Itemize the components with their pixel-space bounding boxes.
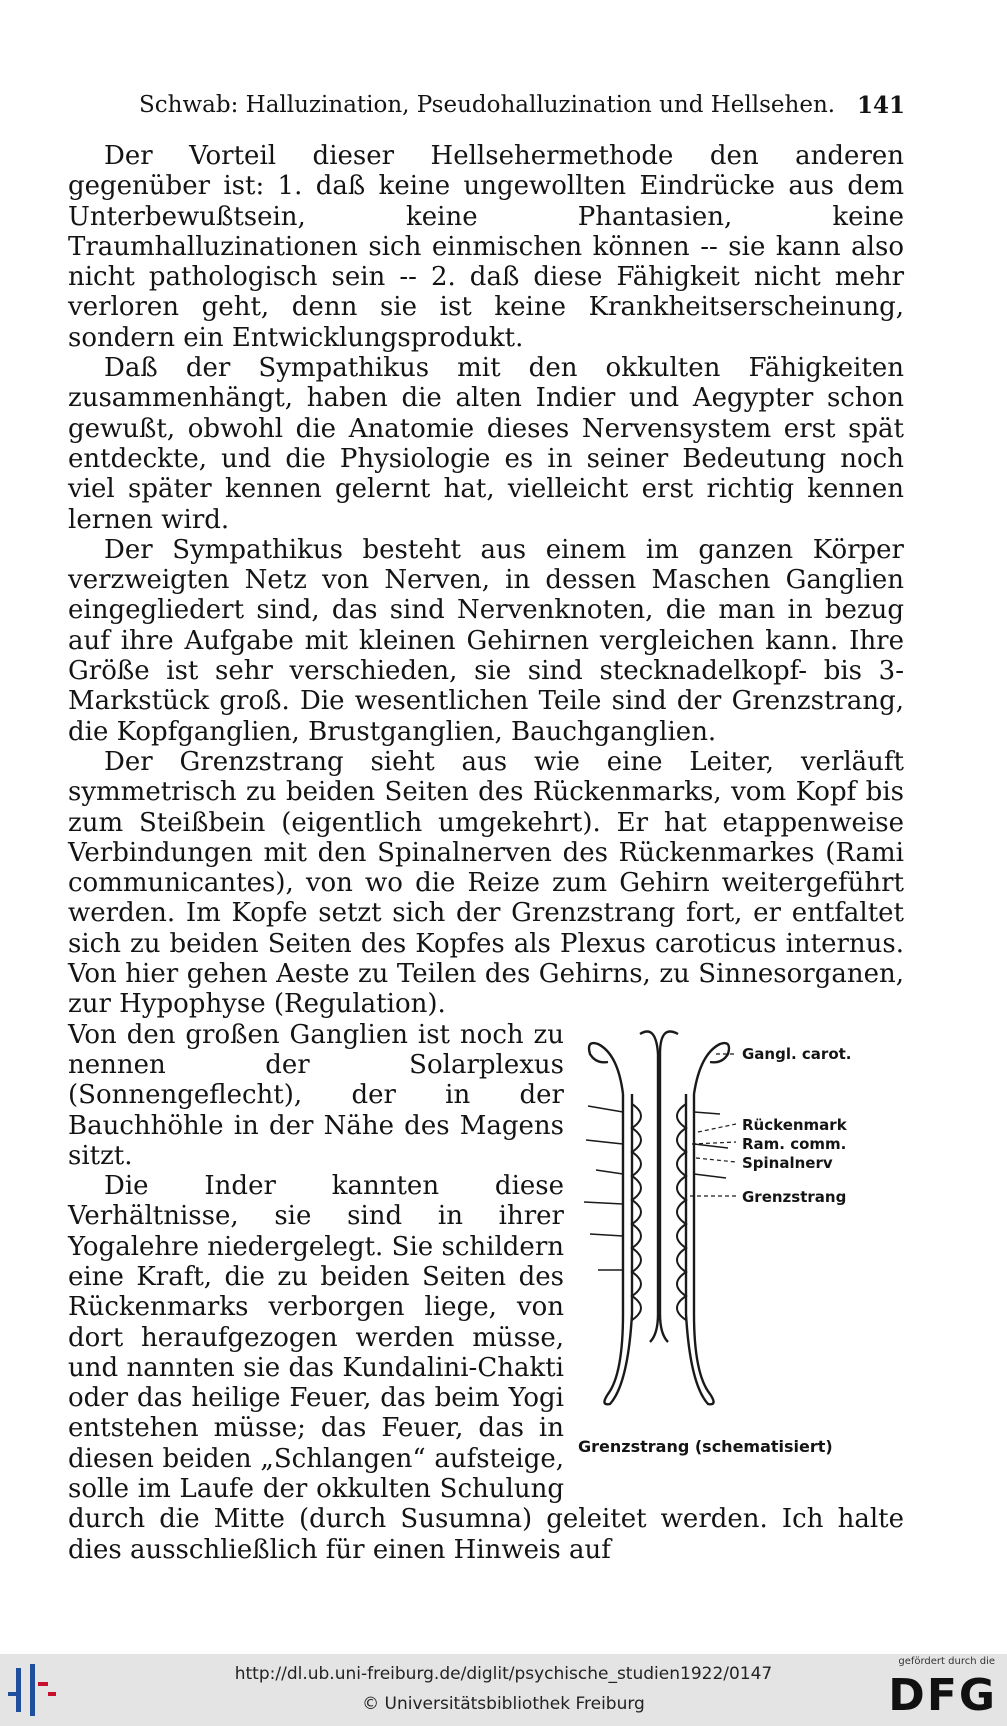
body-text bbox=[68, 141, 904, 1565]
funding-text: gefördert durch die bbox=[898, 1656, 995, 1667]
paragraph: Von den großen Ganglien ist noch zu nennen der Solarplexus (Sonnengeflecht), der in der Bauchhöhle in der Nähe des Magens sitzt. bbox=[68, 1019, 564, 1171]
paragraph: Der Grenzstrang sieht aus wie eine Leiter, verläuft symmetrisch zu beiden Seiten des Rückenmarks, vom Kopf bis zum Steißbein (eigentlich umgekehrt). Er hat etappenweise Verbindungen mit den Spinalnerven des Rückenmarkes (Rami communicantes), von wo die Reize zum Gehirn weitergeführt werden. Im Kopfe setzt sich der Grenzstrang fort, er entfaltet sich zu beiden Seiten des Kopfes als Plexus caroticus internus. Von hier gehen Aeste zu Teilen des Gehirns, zu Sinnesorganen, zur Hypophyse (Regulation). bbox=[68, 746, 904, 1020]
dfg-logo: DFG bbox=[888, 1670, 997, 1721]
footer-bar bbox=[0, 1654, 1007, 1726]
label-spinalnerv: Spinalnerv bbox=[742, 1153, 833, 1172]
source-url-link[interactable]: http://dl.ub.uni-freiburg.de/diglit/psychische_studien1922/0147 bbox=[234, 1664, 773, 1684]
label-rueckenmark: Rückenmark bbox=[742, 1115, 847, 1134]
running-title: Schwab: Halluzination, Pseudohalluzination und Hellsehen. bbox=[139, 92, 836, 118]
label-grenzstrang: Grenzstrang bbox=[742, 1187, 847, 1206]
label-gangl-carot: Gangl. carot. bbox=[742, 1044, 852, 1063]
grenzstrang-diagram bbox=[578, 1024, 908, 1424]
paragraph: Die Inder kannten diese Verhältnisse, sie sind in ihrer Yogalehre niedergelegt. Sie schildern eine Kraft, die zu beiden Seiten des Rückenmarks verborgen liege, von dort heraufgezogen werden müsse, und nannten sie das Kundalini-Chakti oder das heilige Feuer, das beim Yogi entstehen müsse; das Feuer, das in diesen beiden „Schlangen“ aufsteige, solle im Laufe der okkulten Schulung durch die Mitte (durch Susumna) geleitet werden. Ich halte dies ausschließlich für einen Hinweis auf bbox=[68, 1171, 904, 1565]
paragraph: Der Vorteil dieser Hellsehermethode den anderen gegenüber ist: 1. daß keine ungewollten Eindrücke aus dem Unterbewußtsein, keine Phantasien, keine Traumhalluzinationen sich einmischen können -- sie kann also nicht pathologisch sein -- 2. daß diese Fähigkeit nicht mehr verloren geht, denn sie ist keine Krankheitserscheinung, sondern ein Entwicklungsprodukt. bbox=[68, 141, 904, 353]
copyright-text: © Universitätsbibliothek Freiburg bbox=[362, 1694, 645, 1714]
paragraph: Der Sympathikus besteht aus einem im ganzen Körper verzweigten Netz von Nerven, in dessen Maschen Ganglien eingegliedert sind, das sind Nervenknoten, die man in bezug auf ihre Aufgabe mit kleinen Gehirnen vergleichen kann. Ihre Größe ist sehr verschieden, sie sind stecknadelkopf- bis 3-Markstück groß. Die wesentlichen Teile sind der Grenzstrang, die Kopfganglien, Brustganglien, Bauchganglien. bbox=[68, 534, 904, 747]
label-ram-comm: Ram. comm. bbox=[742, 1134, 847, 1153]
paragraph: Daß der Sympathikus mit den okkulten Fähigkeiten zusammenhängt, haben die alten Indier und Aegypter schon gewußt, obwohl die Anatomie dieses Nervensystem erst spät entdeckte, und die Physiologie es in seiner Bedeutung noch viel später kennen gelernt hat, vielleicht erst richtig kennen lernen wird. bbox=[68, 353, 904, 535]
figure-caption: Grenzstrang (schematisiert) bbox=[578, 1436, 833, 1456]
grenzstrang-figure bbox=[578, 1024, 908, 1480]
running-header bbox=[139, 92, 905, 119]
page-number: 141 bbox=[856, 92, 905, 119]
